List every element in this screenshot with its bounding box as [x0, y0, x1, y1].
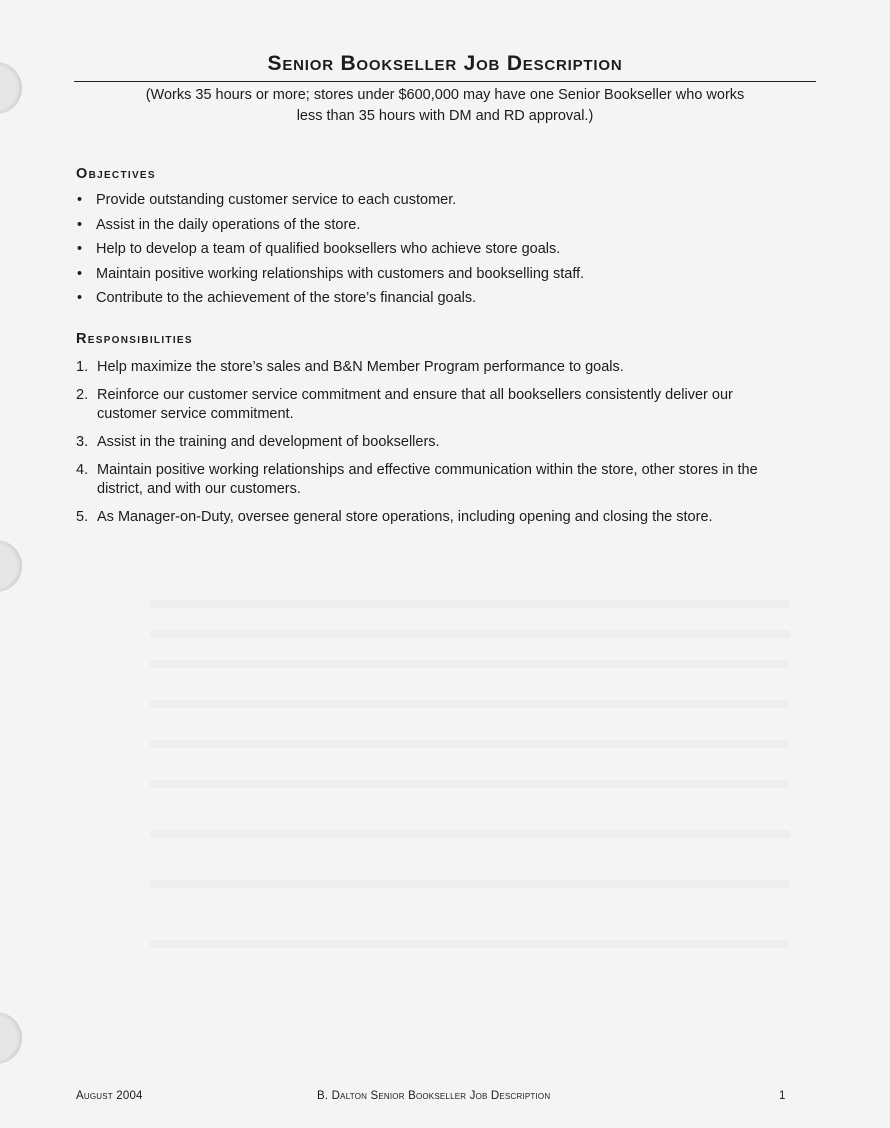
objectives-list	[76, 190, 806, 313]
item-number: 5.	[76, 509, 89, 525]
title-divider	[74, 81, 816, 82]
list-item	[76, 190, 806, 215]
list-item	[76, 461, 796, 499]
list-item	[76, 288, 806, 313]
footer-date: August 2004	[76, 1090, 143, 1102]
responsibility-text: Assist in the training and development of booksellers.	[97, 434, 440, 450]
list-item	[76, 386, 796, 424]
responsibility-text: Help maximize the store’s sales and B&N Member Program performance to goals.	[97, 359, 624, 375]
objective-text: Maintain positive working relationships with customers and bookselling staff.	[96, 265, 585, 282]
subtitle-line: (Works 35 hours or more; stores under $600,000 may have one Senior Bookseller who works	[145, 87, 745, 103]
bullet-icon: •	[77, 290, 83, 306]
responsibility-text: As Manager-on-Duty, oversee general store operations, including opening and closing the store.	[97, 509, 713, 525]
list-item	[76, 433, 796, 452]
punch-hole	[0, 540, 22, 592]
page-title: Senior Bookseller Job Description	[267, 52, 623, 75]
list-item	[76, 264, 806, 289]
list-item	[76, 508, 796, 527]
objective-text: Provide outstanding customer service to each customer.	[96, 192, 457, 208]
footer-title: B. Dalton Senior Bookseller Job Description	[317, 1090, 551, 1102]
list-item	[76, 239, 806, 264]
page-subtitle	[74, 85, 816, 127]
objective-text: Contribute to the achievement of the store’s financial goals.	[96, 290, 477, 306]
subtitle-line: less than 35 hours with DM and RD approval.)	[296, 108, 594, 124]
bullet-icon: •	[77, 241, 83, 257]
responsibilities-heading: Responsibilities	[76, 331, 193, 347]
responsibility-text: Reinforce our customer service commitment and ensure that all booksellers consistently deliver our customer service commitment.	[97, 387, 733, 422]
item-number: 4.	[76, 462, 89, 478]
list-item	[76, 215, 806, 240]
list-item	[76, 358, 796, 377]
bullet-icon: •	[77, 192, 83, 208]
objectives-heading: Objectives	[76, 166, 156, 182]
item-number: 3.	[76, 434, 89, 450]
item-number: 2.	[76, 387, 89, 403]
punch-hole	[0, 1012, 22, 1064]
punch-hole	[0, 62, 22, 114]
responsibilities-list	[76, 358, 796, 536]
responsibility-text: Maintain positive working relationships and effective communication within the store, other stores in the district, and with our customers.	[97, 462, 758, 497]
page-number: 1	[779, 1090, 786, 1102]
bullet-icon: •	[77, 265, 83, 282]
objective-text: Assist in the daily operations of the store.	[96, 216, 361, 233]
item-number: 1.	[76, 359, 89, 375]
bullet-icon: •	[77, 216, 83, 233]
objective-text: Help to develop a team of qualified booksellers who achieve store goals.	[96, 241, 561, 257]
